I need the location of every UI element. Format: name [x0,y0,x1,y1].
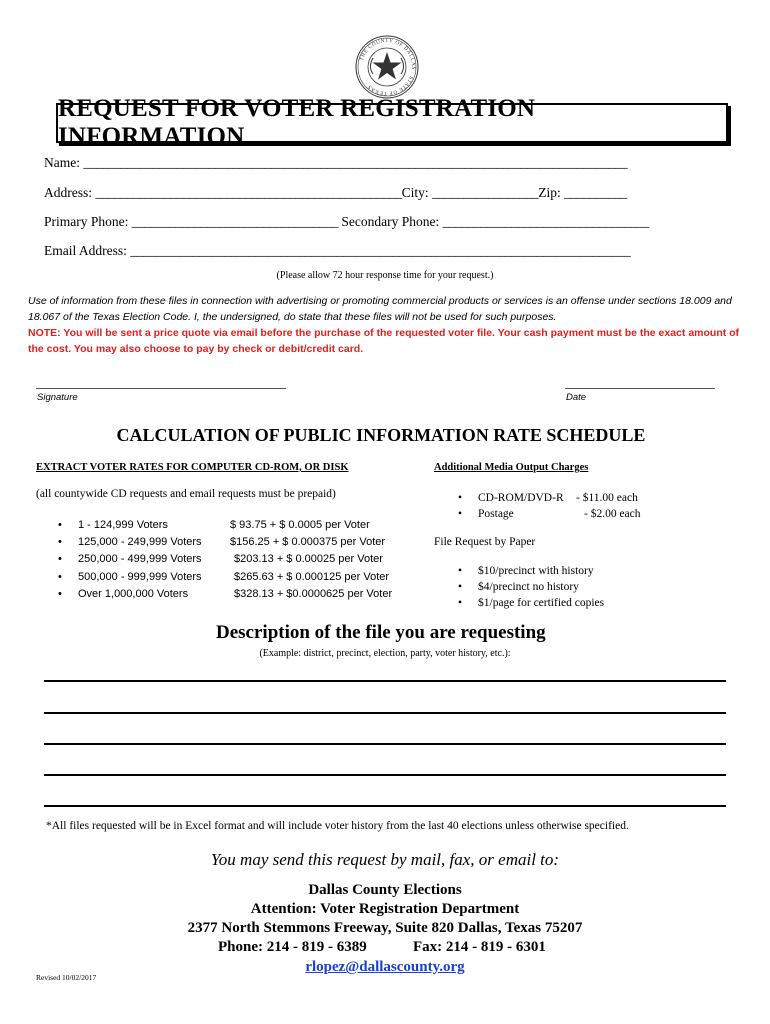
zip-field[interactable]: __________ [564,185,627,200]
svg-text:THE COUNTY OF DALLAS · STATE O: THE COUNTY OF DALLAS · STATE OF TEXAS · [358,37,417,97]
rate-schedule-title: CALCULATION OF PUBLIC INFORMATION RATE SCHEDULE [116,425,646,445]
secondary-phone-field[interactable]: _________________________________ [442,214,649,229]
list-item: • Postage - $2.00 each [456,506,641,522]
primary-phone-label: Primary Phone: [44,214,129,229]
description-line[interactable] [44,680,726,682]
list-item: • Over 1,000,000 Voters $328.13 + $0.0000625 per Voter [56,586,392,603]
signature-line[interactable] [36,388,286,389]
zip-label: Zip: [538,185,561,200]
description-line[interactable] [44,712,726,714]
media-charge-list [456,490,641,522]
page-title: REQUEST FOR VOTER REGISTRATION INFORMATION [56,103,728,143]
media-heading: Additional Media Output Charges [434,462,589,473]
list-item: • $10/precinct with history [456,563,604,579]
address-field[interactable]: _________________________________________________ [95,185,402,200]
prepaid-note: (all countywide CD requests and email requests must be prepaid) [36,488,336,500]
phone-field-row [44,214,649,230]
name-field-row [44,155,627,171]
contact-email-row [0,958,770,976]
contact-fax: Fax: 214 - 819 - 6301 [413,939,546,955]
contact-address: 2377 North Stemmons Freeway, Suite 820 Dallas, Texas 75207 [187,920,583,936]
list-item: • 125,000 - 249,999 Voters $156.25 + $ 0.000375 per Voter [56,534,392,551]
paper-heading: File Request by Paper [434,536,536,548]
response-note: (Please allow 72 hour response time for your request.) [276,270,494,281]
list-item: • 1 - 124,999 Voters $ 93.75 + $ 0.0005 per Voter [56,517,392,534]
date-label: Date [566,392,587,403]
signature-label: Signature [37,392,78,403]
contact-attention: Attention: Voter Registration Department [250,901,520,917]
description-line[interactable] [44,805,726,807]
address-field-row [44,185,627,201]
city-label: City: [401,185,429,200]
email-field-row [44,243,630,259]
extract-heading: EXTRACT VOTER RATES FOR COMPUTER CD-ROM, OR DISK [36,462,349,473]
price-quote-note: NOTE: You will be sent a price quote via email before the purchase of the requested voter file. Your cash payment must be the exact amount of the cost. You may also choose to pay by check or debit/credit card. [28,327,740,355]
contact-org: Dallas County Elections [308,882,462,898]
disclaimer: Use of information from these files in connection with advertising or promoting commercial products or services is an offense under sections 18.009 and 18.067 of the Texas Election Code. I, the undersigned, do state that these files will not be used for such purposes. [28,295,732,323]
city-field[interactable]: _________________ [432,185,539,200]
email-field[interactable]: ________________________________________________________________________________ [130,243,631,258]
revised-date: Revised 10/02/2017 [36,973,97,982]
list-item: • 250,000 - 499,999 Voters $203.13 + $ 0.00025 per Voter [56,551,392,568]
list-item: • $4/precinct no history [456,579,604,595]
list-item: • 500,000 - 999,999 Voters $265.63 + $ 0.000125 per Voter [56,569,392,586]
description-title: Description of the file you are requesting [216,622,546,643]
primary-phone-field[interactable]: _________________________________ [131,214,338,229]
name-field[interactable]: _______________________________________________________________________________________ [83,155,628,170]
paper-charge-list [456,563,604,611]
list-item: • $1/page for certified copies [456,595,604,611]
excel-format-note: *All files requested will be in Excel format and will include voter history from the last 40 elections unless otherwise specified. [46,820,629,832]
send-note: You may send this request by mail, fax, or email to: [210,850,560,869]
contact-phone: Phone: 214 - 819 - 6389 [218,939,367,955]
secondary-phone-label: Secondary Phone: [341,214,440,229]
description-example: (Example: district, precinct, election, party, voter history, etc.): [259,648,511,659]
description-line[interactable] [44,743,726,745]
voter-rate-list [56,517,392,603]
description-line[interactable] [44,774,726,776]
name-label: Name: [44,155,80,170]
email-label: Email Address: [44,243,127,258]
date-line[interactable] [565,388,715,389]
address-label: Address: [44,185,92,200]
contact-email-link[interactable]: rlopez@dallascounty.org [305,959,465,975]
county-seal-icon [354,34,420,100]
list-item: • CD-ROM/DVD-R - $11.00 each [456,490,641,506]
